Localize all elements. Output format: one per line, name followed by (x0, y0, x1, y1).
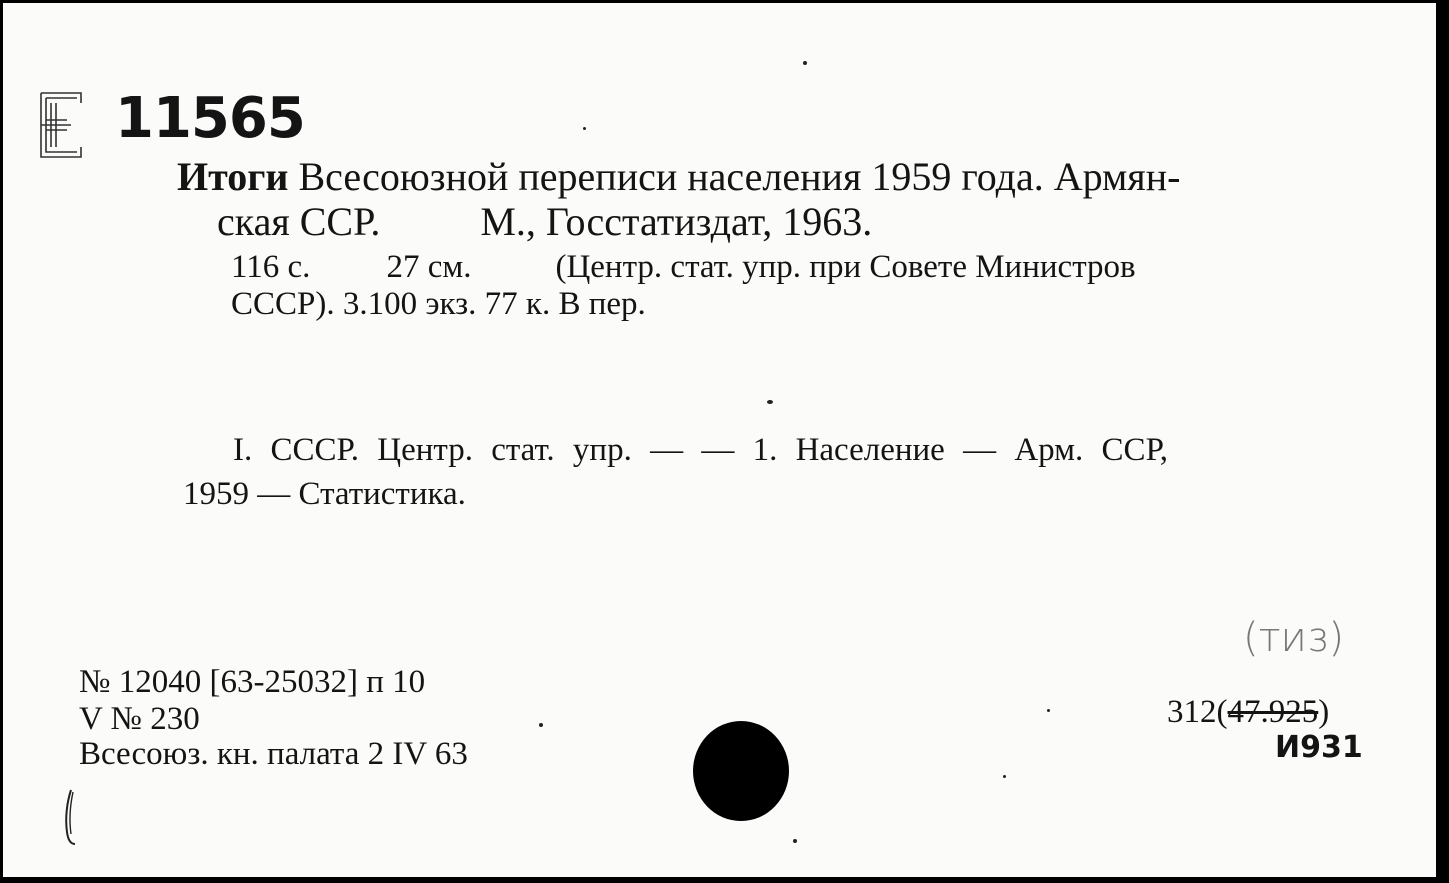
speck-mark (767, 400, 773, 404)
stamp-letter-e (37, 89, 85, 163)
classification-suffix: ) (1318, 694, 1330, 730)
punch-hole (693, 721, 789, 821)
collation-line (231, 248, 1136, 286)
imprint: М., Госстатиздат, 1963. (480, 199, 873, 244)
classification-struck: 47.925 (1227, 694, 1319, 730)
chamber-line: Всесоюз. кн. палата 2 IV 63 (79, 736, 468, 772)
classification-prefix: 312( (1167, 694, 1228, 730)
registration-volume: V № 230 (79, 701, 200, 737)
title-continuation-line (217, 200, 872, 244)
speck-mark (1003, 775, 1006, 778)
classification-code-1 (1167, 693, 1329, 731)
title-bold: Итоги (177, 154, 289, 199)
handwritten-note: (тиз) (1243, 615, 1345, 661)
series-continuation: СССР). 3.100 экз. 77 к. В пер. (231, 286, 646, 322)
registration-number: № 12040 [63-25032] п 10 (79, 664, 426, 700)
speck-mark (793, 839, 797, 843)
subject-heading-2: 1959 — Статистика. (183, 476, 466, 512)
title-continuation: ская ССР. (217, 199, 381, 244)
subject-heading-1: I. СССР. Центр. стат. упр. — — 1. Население — Арм. ССР, (233, 432, 1169, 468)
title-rest: Всесоюзной переписи населения 1959 года. Армян- (288, 154, 1181, 199)
catalog-card (3, 3, 1436, 877)
classification-code-2: И931 (1275, 730, 1363, 765)
size: 27 см. (386, 249, 472, 285)
speck-mark (583, 127, 586, 130)
call-number: 11565 (115, 86, 305, 151)
speck-mark (1047, 709, 1050, 712)
speck-mark (539, 723, 543, 727)
series: (Центр. стат. упр. при Совете Министров (555, 249, 1136, 285)
pages: 116 с. (231, 249, 311, 285)
title-line (177, 155, 1180, 199)
pencil-mark (61, 788, 83, 846)
speck-mark (803, 61, 807, 65)
